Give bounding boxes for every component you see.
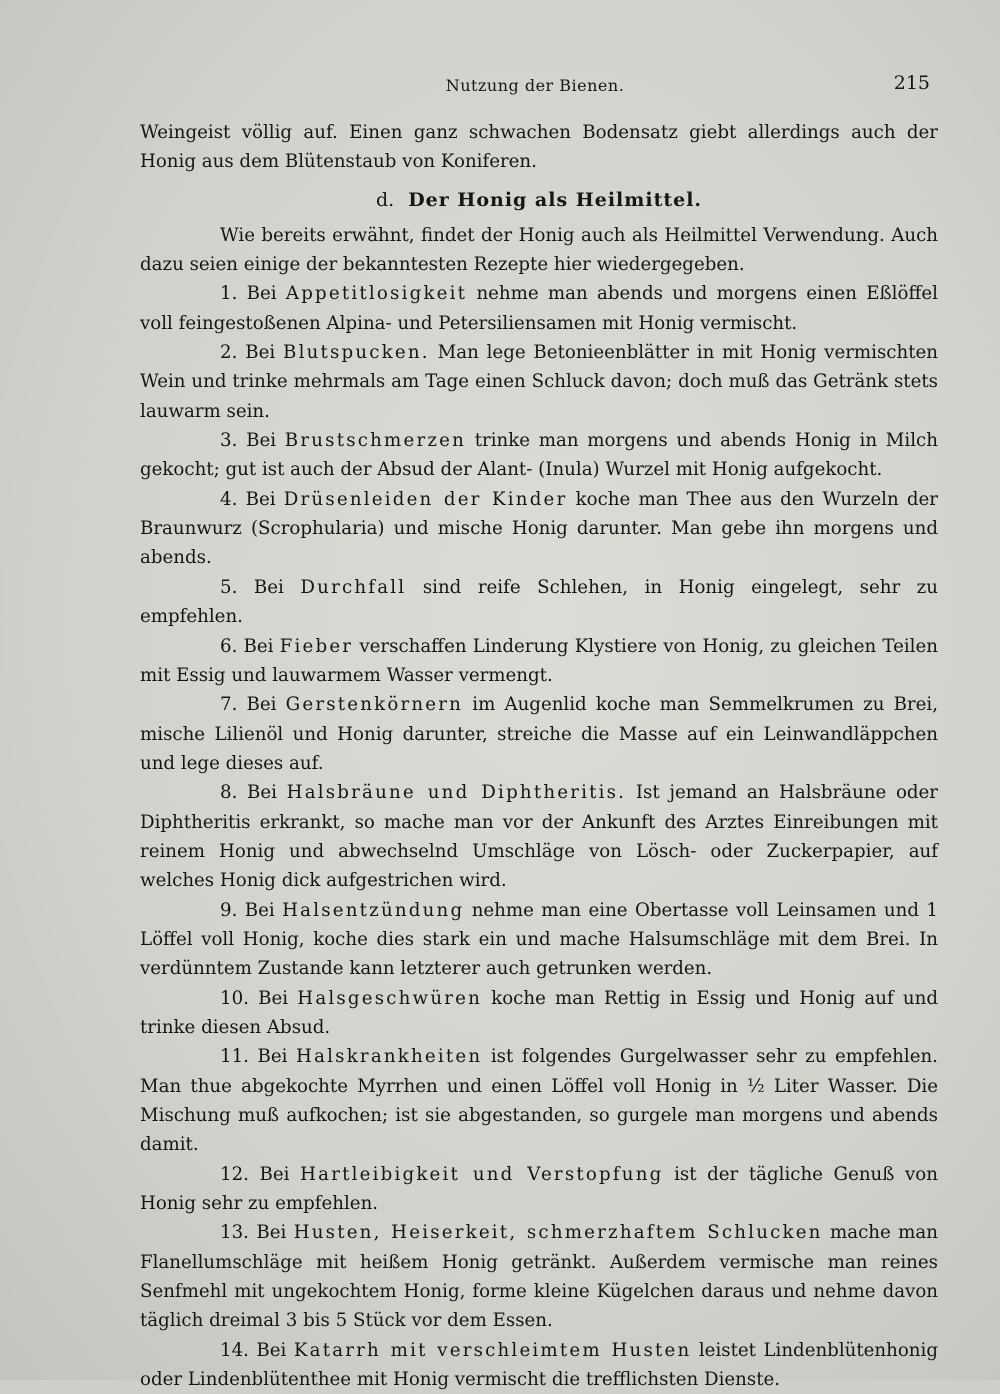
recipe-item [140,1218,938,1335]
recipe-prefix: Bei [256,1339,287,1361]
recipe-number: 14. [220,1339,249,1361]
recipe-prefix: Bei [244,899,275,921]
recipe-item [140,1160,938,1219]
recipe-prefix: Bei [256,1222,287,1244]
recipe-number: 10. [220,987,249,1009]
recipe-item [140,896,938,984]
recipe-item [140,1336,938,1394]
recipe-ailment: Hartleibigkeit und Verstopfung [300,1163,664,1185]
recipe-text: ist folgendes Gurgelwasser sehr zu empfehlen. Man thue abgekochte Myrrhen und einen Löffel voll Honig in ½ Liter Wasser. Die Mischung muß aufkochen; ist sie abgestanden, so gurgele man morgens und abends damit. [140,1046,938,1156]
recipe-ailment: Halsentzündung [282,899,465,921]
recipe-ailment: Drüsenleiden der Kinder [283,488,568,510]
recipe-item [140,778,938,895]
recipe-text: verschaffen Linderung Klystiere von Honig, zu gleichen Teilen mit Essig und lauwarmem Wasser vermengt. [140,635,938,686]
recipe-ailment: Husten, Heiserkeit, schmerzhaftem Schlucken [293,1222,823,1244]
recipe-text: leistet Lindenblütenhonig oder Lindenblütenthee mit Honig vermischt die trefflichsten Dienste. [140,1339,938,1391]
recipe-text: koche man Thee aus den Wurzeln der Braunwurz (Scrophularia) und mische Honig darunter. Man gebe ihn morgens und abends. [140,488,938,569]
recipe-number: 13. [220,1222,249,1244]
recipe-item [140,485,938,573]
recipe-number: 7. [220,694,238,716]
recipe-item [140,338,938,426]
recipe-text: ist der tägliche Genuß von Honig sehr zu empfehlen. [140,1163,938,1215]
recipe-prefix: Bei [257,1046,288,1068]
recipe-text: nehme man eine Obertasse voll Leinsamen und 1 Löffel voll Honig, koche dies stark ein und mache Halsumschläge mit dem Brei. In verdünntem Zustande kann letzterer auch getrunken werden. [140,899,938,980]
section-letter: d. [375,188,395,211]
recipe-number: 5. [220,576,238,598]
running-title: Nutzung der Bienen. [445,76,625,95]
recipe-text: sind reife Schlehen, in Honig eingelegt, sehr zu empfehlen. [140,576,938,628]
recipe-prefix: Bei [246,430,277,452]
recipe-text: nehme man abends und morgens einen Eßlöffel voll feingestoßenen Alpina- und Petersiliensamen mit Honig vermischt. [140,283,938,334]
recipe-ailment: Brustschmerzen [284,430,466,452]
recipe-number: 4. [220,488,238,510]
recipe-ailment: Gerstenkörnern [285,694,464,716]
section-title: Der Honig als Heilmittel. [408,188,703,211]
recipe-number: 12. [220,1163,249,1185]
recipe-list [140,279,938,1394]
page-number: 215 [893,72,930,94]
recipe-prefix: Bei [247,782,277,804]
section-heading [140,185,938,215]
recipe-number: 9. [220,899,238,921]
recipe-item [140,632,938,691]
recipe-number: 6. [220,635,238,657]
recipe-number: 2. [220,342,238,364]
recipe-prefix: Bei [259,1163,290,1185]
recipe-item [140,1042,938,1159]
recipe-text: Man lege Betonieenblätter in mit Honig vermischten Wein und trinke mehrmals am Tage einen Schluck davon; doch muß das Getränk stets lauwarm sein. [140,342,938,422]
recipe-text: Ist jemand an Halsbräune oder Diphtheritis erkrankt, so mache man vor der Ankunft des Arztes Einreibungen mit reinem Honig und abwechselnd Umschläge von Lösch- oder Zuckerpapier, auf welches Honig dick aufgestrichen wird. [140,782,938,892]
section-intro: Wie bereits erwähnt, findet der Honig auch als Heilmittel Verwendung. Auch dazu seien einige der bekanntesten Rezepte hier wiedergegeben. [140,224,938,276]
recipe-item [140,690,938,778]
recipe-ailment: Appetitlosigkeit [285,283,468,305]
recipe-prefix: Bei [246,694,277,716]
recipe-prefix: Bei [243,635,274,657]
recipe-ailment: Halsgeschwüren [297,987,483,1009]
page-body [140,118,938,1394]
recipe-item [140,573,938,632]
continuation-paragraph: Weingeist völlig auf. Einen ganz schwachen Bodensatz giebt allerdings auch der Honig aus dem Blütenstaub von Koniferen. [140,122,938,173]
recipe-text: mache man Flanellumschläge mit heißem Honig getränkt. Außerdem vermische man reines Senfmehl mit ungekochtem Honig, forme kleine Kügelchen daraus und nehme davon täglich dreimal 3 bis 5 Stück vor dem Essen. [140,1222,938,1332]
recipe-number: 1. [220,283,238,305]
recipe-number: 3. [220,430,238,452]
recipe-text: koche man Rettig in Essig und Honig auf und trinke diesen Absud. [140,987,938,1038]
recipe-ailment: Halskrankheiten [296,1046,483,1068]
recipe-item [140,426,938,485]
recipe-ailment: Halsbräune und Diphtheritis. [286,782,627,804]
recipe-ailment: Blutspucken. [283,342,430,364]
recipe-prefix: Bei [253,576,284,598]
recipe-item [140,279,938,338]
recipe-text: im Augenlid koche man Semmelkrumen zu Brei, mische Lilienöl und Honig darunter, streiche die Masse auf ein Leinwandläppchen und lege dieses auf. [140,694,938,774]
recipe-ailment: Durchfall [300,576,407,598]
recipe-prefix: Bei [245,342,276,364]
recipe-item [140,984,938,1043]
recipe-prefix: Bei [245,488,276,510]
recipe-prefix: Bei [246,283,277,305]
recipe-ailment: Fieber [279,635,354,657]
page-header [140,72,930,102]
recipe-number: 8. [220,782,238,804]
recipe-ailment: Katarrh mit verschleimtem Husten [293,1339,692,1361]
recipe-number: 11. [220,1046,249,1068]
recipe-prefix: Bei [258,987,289,1009]
recipe-text: trinke man morgens und abends Honig in Milch gekocht; gut ist auch der Absud der Alant- (Inula) Wurzel mit Honig aufgekocht. [140,430,938,481]
